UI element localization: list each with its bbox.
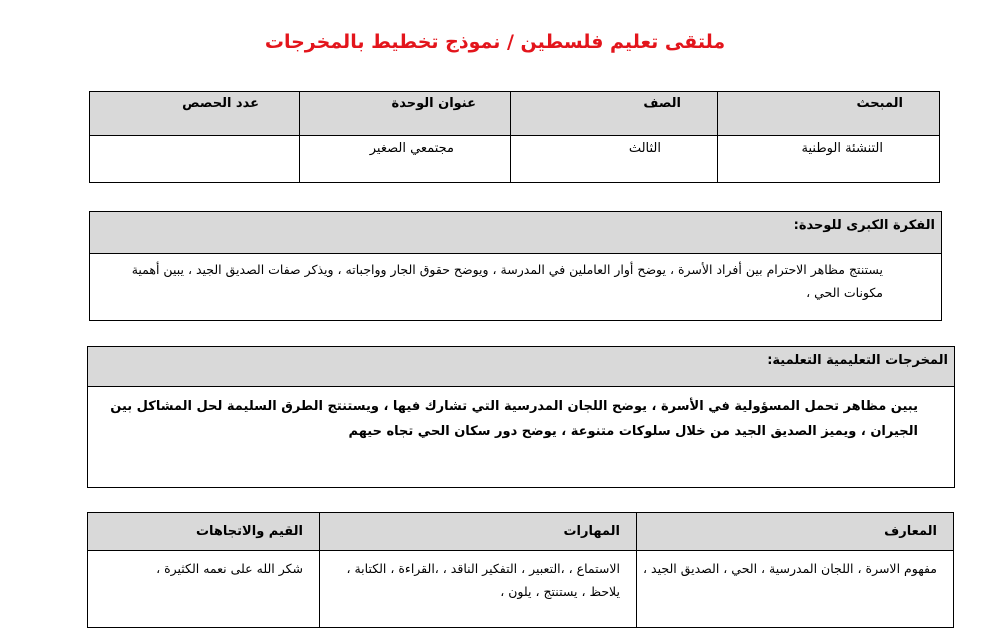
info-table-value-row	[90, 136, 940, 183]
value-skills: الاستماع ، ،التعبير ، التفكير الناقد ، ،القراءة ، الكتابة ، يلاحظ ، يستنتج ، يلون ،	[320, 551, 637, 628]
value-unit-title: مجتمعي الصغير	[300, 136, 511, 183]
bottom-table-header-row	[88, 513, 954, 551]
header-skills: المهارات	[320, 513, 637, 551]
header-grade: الصف	[511, 92, 718, 136]
big-idea-box	[89, 211, 942, 321]
value-grade: الثالث	[511, 136, 718, 183]
outcomes-text: يبين مظاهر تحمل المسؤولية في الأسرة ، يوضح اللجان المدرسية التي تشارك فيها ، ويستنتج الطرق السليمة لحل المشاكل بين الجيران ، ويميز الصديق الجيد من خلال سلوكات متنوعة ، يوضح دور سكان الحي تجاه حيهم	[110, 399, 918, 439]
header-subject: المبحث	[718, 92, 940, 136]
value-subject: التنشئة الوطنية	[718, 136, 940, 183]
value-lesson-count	[90, 136, 300, 183]
big-idea-label: الفكرة الكبرى للوحدة:	[90, 212, 941, 254]
outcomes-box	[87, 346, 955, 488]
info-table-header-row	[90, 92, 940, 136]
header-values-attitudes: القيم والاتجاهات	[88, 513, 320, 551]
bottom-table-value-row	[88, 551, 954, 628]
header-unit-title: عنوان الوحدة	[300, 92, 511, 136]
outcomes-label: المخرجات التعليمية التعلمية:	[88, 347, 954, 387]
knowledge-skills-values-table	[87, 512, 954, 628]
header-knowledge: المعارف	[637, 513, 954, 551]
info-table	[89, 91, 940, 183]
value-values-attitudes: شكر الله على نعمه الكثيرة ،	[88, 551, 320, 628]
big-idea-text: يستنتج مظاهر الاحترام بين أفراد الأسرة ، يوضح أوار العاملين في المدرسة ، ويوضح حقوق الجار وواجباته ، ويذكر صفات الصديق الجيد ، يبين أهمية مكونات الحي ،	[131, 262, 883, 300]
header-lesson-count: عدد الحصص	[90, 92, 300, 136]
value-knowledge: مفهوم الاسرة ، اللجان المدرسية ، الحي ، الصديق الجيد ،	[637, 551, 954, 628]
page-title: ملتقى تعليم فلسطين / نموذج تخطيط بالمخرجات	[264, 31, 726, 53]
